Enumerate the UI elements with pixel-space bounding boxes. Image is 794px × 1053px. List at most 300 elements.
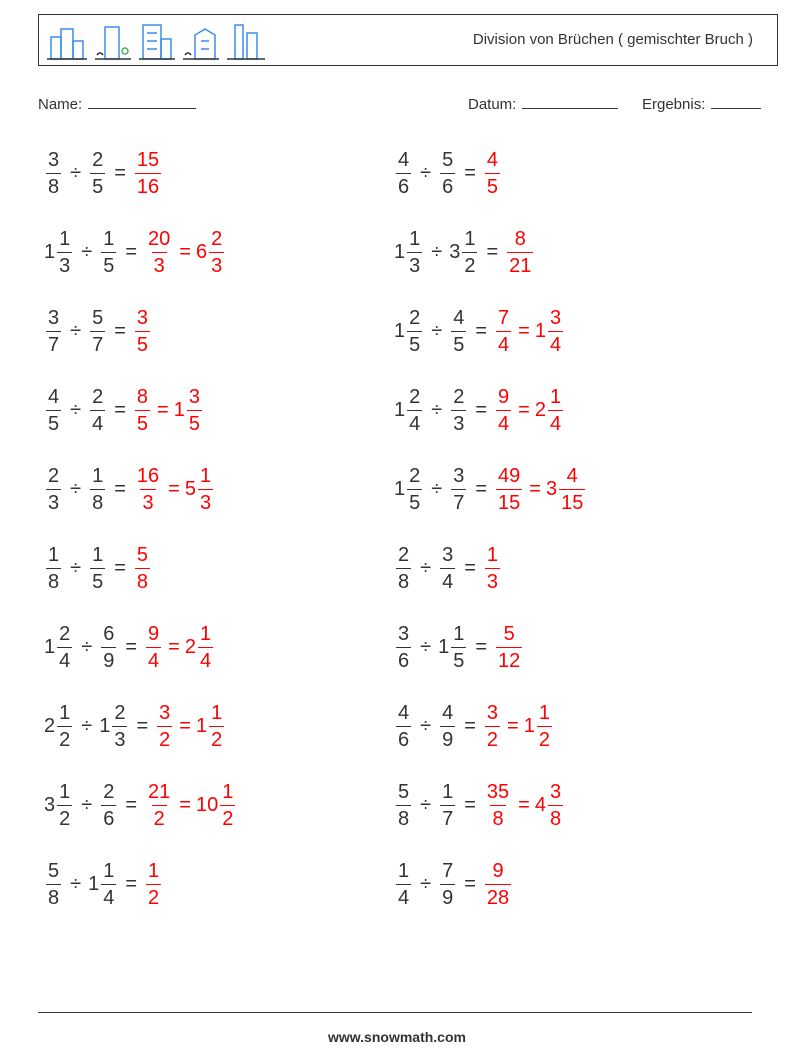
fraction — [440, 545, 455, 592]
answer — [133, 150, 163, 197]
denominator: 3 — [57, 252, 72, 276]
divisor — [438, 624, 468, 671]
answer — [144, 782, 237, 829]
denominator: 5 — [135, 410, 150, 434]
answer-fraction — [133, 545, 152, 592]
equals-sign: = — [518, 398, 530, 421]
whole-number: 1 — [534, 319, 546, 342]
divisor — [88, 387, 107, 434]
answer — [133, 466, 215, 513]
divisor — [99, 229, 118, 276]
divide-sign: ÷ — [431, 240, 443, 263]
whole-number: 1 — [394, 240, 406, 263]
equals-sign: = — [464, 872, 476, 895]
equals-sign: = — [114, 319, 126, 342]
answer-mixed-number — [196, 703, 226, 750]
whole-number: 2 — [534, 398, 546, 421]
divisor — [449, 387, 468, 434]
fraction — [548, 308, 563, 355]
numerator: 3 — [549, 306, 562, 329]
numerator: 2 — [92, 385, 104, 408]
denominator: 15 — [496, 489, 522, 513]
numerator: 1 — [103, 227, 115, 250]
fraction — [559, 466, 585, 513]
footer-url: www.snowmath.com — [328, 1029, 466, 1045]
problem-item — [394, 142, 502, 204]
problem-item — [394, 853, 513, 915]
fraction — [485, 782, 511, 829]
whole-number: 2 — [184, 635, 196, 658]
fraction — [440, 861, 455, 908]
answer-fraction — [494, 308, 513, 355]
denominator: 8 — [396, 568, 411, 592]
denominator: 15 — [559, 489, 585, 513]
answer-fraction — [144, 861, 163, 908]
numerator: 2 — [453, 385, 465, 408]
result-blank[interactable] — [711, 94, 761, 109]
numerator: 3 — [136, 306, 149, 329]
small-building-icon — [183, 29, 219, 59]
fraction — [57, 229, 72, 276]
answer-mixed-number — [185, 624, 215, 671]
denominator: 2 — [485, 726, 500, 750]
fraction — [396, 545, 411, 592]
denominator: 5 — [187, 410, 202, 434]
dividend — [44, 387, 63, 434]
date-field[interactable] — [468, 94, 618, 113]
fraction — [440, 703, 455, 750]
divide-sign: ÷ — [81, 793, 93, 816]
fraction — [209, 703, 224, 750]
fraction — [407, 466, 422, 513]
denominator: 6 — [396, 726, 411, 750]
divide-sign: ÷ — [431, 398, 443, 421]
dividend — [44, 703, 74, 750]
answer-fraction — [483, 150, 502, 197]
answer — [483, 545, 502, 592]
fraction — [135, 387, 150, 434]
denominator: 2 — [209, 726, 224, 750]
whole-number: 6 — [195, 240, 208, 263]
numerator: 4 — [566, 464, 578, 487]
denominator: 12 — [496, 647, 522, 671]
answer-fraction — [494, 466, 524, 513]
fraction — [146, 624, 161, 671]
denominator: 6 — [396, 173, 411, 197]
fraction — [101, 782, 116, 829]
numerator: 1 — [48, 543, 60, 566]
name-label: Name: — [38, 96, 83, 113]
denominator: 3 — [407, 252, 422, 276]
answer-mixed-number — [174, 387, 204, 434]
fraction — [220, 782, 235, 829]
numerator: 1 — [211, 701, 223, 724]
problem-item — [44, 379, 204, 441]
problem-item — [394, 221, 535, 283]
equals-sign: = — [125, 240, 138, 263]
building-with-tree-icon — [95, 27, 131, 59]
fraction — [57, 624, 72, 671]
numerator: 2 — [59, 622, 71, 645]
footer-divider — [38, 1012, 752, 1013]
numerator: 2 — [409, 306, 421, 329]
numerator: 6 — [103, 622, 115, 645]
whole-number: 1 — [394, 477, 406, 500]
numerator: 1 — [398, 859, 410, 882]
denominator: 4 — [407, 410, 422, 434]
denominator: 5 — [46, 410, 61, 434]
denominator: 6 — [440, 173, 455, 197]
buildings-icons — [47, 21, 277, 61]
equals-sign: = — [114, 477, 126, 500]
whole-number: 1 — [394, 319, 406, 342]
problem-item — [44, 774, 237, 836]
equals-sign: = — [529, 477, 541, 500]
problem-item — [394, 300, 565, 362]
answer-fraction — [133, 150, 163, 197]
divide-sign: ÷ — [420, 556, 432, 579]
answer-fraction — [144, 624, 163, 671]
numerator: 3 — [549, 780, 562, 803]
equals-sign: = — [464, 556, 476, 579]
result-label: Ergebnis: — [642, 96, 706, 113]
problem-item — [44, 142, 163, 204]
numerator: 21 — [148, 780, 171, 803]
answer — [505, 229, 535, 276]
numerator: 1 — [486, 543, 499, 566]
denominator: 5 — [485, 173, 500, 197]
fraction — [46, 861, 61, 908]
problem-item — [44, 537, 152, 599]
numerator: 1 — [92, 543, 104, 566]
fraction — [440, 782, 455, 829]
answer — [144, 624, 215, 671]
divisor — [438, 861, 457, 908]
divisor — [449, 308, 468, 355]
dividend — [394, 861, 413, 908]
answer-mixed-number — [196, 782, 237, 829]
answer — [494, 387, 565, 434]
fraction — [548, 387, 563, 434]
fraction — [451, 466, 466, 513]
fraction — [496, 308, 511, 355]
numerator: 5 — [398, 780, 410, 803]
dividend — [44, 545, 63, 592]
denominator: 4 — [146, 647, 161, 671]
fraction — [407, 308, 422, 355]
numerator: 3 — [48, 148, 60, 171]
denominator: 8 — [396, 805, 411, 829]
answer — [494, 466, 587, 513]
answer-fraction — [144, 229, 174, 276]
denominator: 8 — [46, 173, 61, 197]
answer-mixed-number — [546, 466, 587, 513]
whole-number: 1 — [44, 240, 56, 263]
dividend — [44, 308, 63, 355]
denominator: 21 — [507, 252, 533, 276]
fraction — [548, 782, 563, 829]
denominator: 9 — [440, 884, 455, 908]
numerator: 8 — [514, 227, 526, 250]
denominator: 3 — [46, 489, 61, 513]
fraction — [462, 229, 477, 276]
whole-number: 3 — [545, 477, 558, 500]
numerator: 1 — [92, 464, 104, 487]
numerator: 5 — [136, 543, 149, 566]
fraction — [135, 466, 161, 513]
numerator: 1 — [464, 227, 476, 250]
denominator: 7 — [451, 489, 466, 513]
dividend — [44, 229, 74, 276]
fraction — [146, 861, 161, 908]
divide-sign: ÷ — [420, 161, 432, 184]
problem-item — [394, 379, 565, 441]
answer-fraction — [494, 387, 513, 434]
fraction — [112, 703, 127, 750]
worksheet-header — [38, 14, 778, 66]
problem-item — [44, 300, 152, 362]
denominator: 2 — [157, 726, 172, 750]
dividend — [394, 466, 424, 513]
denominator: 8 — [548, 805, 563, 829]
equals-sign: = — [125, 872, 138, 895]
numerator: 16 — [136, 464, 160, 487]
answer — [483, 782, 565, 829]
fraction — [46, 150, 61, 197]
fraction — [396, 150, 411, 197]
numerator: 20 — [148, 227, 171, 250]
date-blank[interactable] — [522, 94, 618, 109]
equals-sign: = — [464, 793, 476, 816]
numerator: 3 — [48, 306, 60, 329]
divide-sign: ÷ — [420, 872, 432, 895]
fraction — [451, 308, 466, 355]
equals-sign: = — [475, 398, 488, 421]
answer-mixed-number — [535, 387, 565, 434]
problem-item — [394, 774, 565, 836]
answer-fraction — [155, 703, 174, 750]
equals-sign: = — [475, 635, 488, 658]
fraction — [90, 466, 105, 513]
fraction — [198, 466, 213, 513]
fraction — [407, 229, 422, 276]
numerator: 2 — [114, 701, 126, 724]
whole-number: 5 — [184, 477, 196, 500]
divisor — [99, 782, 118, 829]
divide-sign: ÷ — [81, 714, 93, 737]
whole-number: 2 — [44, 714, 56, 737]
skyscraper-icon — [227, 25, 265, 59]
building-icon — [47, 29, 87, 59]
denominator: 2 — [146, 884, 161, 908]
equals-sign: = — [507, 714, 519, 737]
fraction — [485, 150, 500, 197]
worksheet-title: Division von Brüchen ( gemischter Bruch ) — [472, 31, 753, 48]
numerator: 2 — [211, 227, 223, 250]
numerator: 4 — [453, 306, 465, 329]
numerator: 3 — [453, 464, 465, 487]
equals-sign: = — [179, 793, 191, 816]
denominator: 6 — [101, 805, 116, 829]
denominator: 2 — [537, 726, 552, 750]
whole-number: 1 — [195, 714, 208, 737]
answer — [483, 150, 502, 197]
name-blank[interactable] — [88, 94, 196, 109]
denominator: 8 — [490, 805, 505, 829]
denominator: 4 — [396, 884, 411, 908]
whole-number: 1 — [523, 714, 535, 737]
fraction — [90, 150, 105, 197]
problem-item — [44, 458, 215, 520]
whole-number: 1 — [438, 635, 450, 658]
answer — [483, 861, 513, 908]
numerator: 4 — [398, 148, 410, 171]
divide-sign: ÷ — [70, 161, 82, 184]
fraction — [496, 387, 511, 434]
problem-item — [44, 853, 163, 915]
numerator: 3 — [188, 385, 200, 408]
answer — [144, 861, 163, 908]
whole-number: 3 — [44, 793, 56, 816]
answer-fraction — [483, 782, 513, 829]
denominator: 7 — [46, 331, 61, 355]
denominator: 6 — [396, 647, 411, 671]
denominator: 8 — [90, 489, 105, 513]
answer-fraction — [133, 466, 163, 513]
numerator: 35 — [486, 780, 510, 803]
divide-sign: ÷ — [70, 477, 82, 500]
divisor — [88, 466, 107, 513]
fraction — [209, 229, 224, 276]
denominator: 7 — [440, 805, 455, 829]
denominator: 2 — [57, 726, 72, 750]
result-field[interactable] — [642, 94, 761, 113]
denominator: 5 — [101, 252, 116, 276]
fraction — [537, 703, 552, 750]
fraction — [146, 229, 172, 276]
denominator: 4 — [548, 410, 563, 434]
fraction — [101, 861, 116, 908]
numerator: 1 — [199, 464, 212, 487]
fraction — [507, 229, 533, 276]
answer-fraction — [505, 229, 535, 276]
divide-sign: ÷ — [70, 556, 82, 579]
denominator: 9 — [440, 726, 455, 750]
divisor — [449, 466, 468, 513]
numerator: 1 — [442, 780, 454, 803]
fraction — [90, 545, 105, 592]
numerator: 1 — [59, 701, 71, 724]
numerator: 7 — [498, 306, 510, 329]
denominator: 3 — [451, 410, 466, 434]
fraction — [46, 387, 61, 434]
numerator: 1 — [59, 227, 71, 250]
fraction — [485, 703, 500, 750]
denominator: 4 — [101, 884, 116, 908]
numerator: 9 — [498, 385, 510, 408]
numerator: 2 — [103, 780, 115, 803]
numerator: 2 — [409, 385, 421, 408]
denominator: 2 — [57, 805, 72, 829]
fraction — [57, 782, 72, 829]
dividend — [394, 545, 413, 592]
denominator: 28 — [485, 884, 511, 908]
denominator: 2 — [462, 252, 477, 276]
equals-sign: = — [114, 161, 126, 184]
fraction — [90, 308, 105, 355]
numerator: 3 — [398, 622, 410, 645]
answer — [133, 545, 152, 592]
answer — [155, 703, 226, 750]
dividend — [394, 624, 413, 671]
equals-sign: = — [136, 714, 149, 737]
fraction — [135, 150, 161, 197]
fraction — [46, 466, 61, 513]
denominator: 9 — [101, 647, 116, 671]
divide-sign: ÷ — [70, 872, 82, 895]
answer-mixed-number — [535, 782, 565, 829]
numerator: 1 — [453, 622, 465, 645]
answer — [494, 624, 524, 671]
equals-sign: = — [125, 793, 138, 816]
equals-sign: = — [125, 635, 138, 658]
numerator: 2 — [409, 464, 421, 487]
equals-sign: = — [464, 714, 476, 737]
denominator: 4 — [90, 410, 105, 434]
answer-fraction — [494, 624, 524, 671]
divisor — [88, 308, 107, 355]
equals-sign: = — [486, 240, 499, 263]
dividend — [394, 229, 424, 276]
answer-fraction — [483, 703, 502, 750]
answer-fraction — [483, 861, 513, 908]
numerator: 3 — [486, 701, 499, 724]
divide-sign: ÷ — [431, 319, 443, 342]
numerator: 3 — [442, 543, 454, 566]
divisor — [88, 861, 118, 908]
name-field[interactable] — [38, 94, 196, 113]
divisor — [438, 545, 457, 592]
denominator: 5 — [451, 647, 466, 671]
numerator: 5 — [48, 859, 60, 882]
fraction — [146, 782, 172, 829]
whole-number: 3 — [449, 240, 461, 263]
dividend — [394, 703, 413, 750]
divisor — [88, 545, 107, 592]
numerator: 1 — [538, 701, 550, 724]
fraction — [57, 703, 72, 750]
dividend — [394, 387, 424, 434]
dividend — [44, 782, 74, 829]
problem-item — [394, 695, 554, 757]
equals-sign: = — [179, 714, 191, 737]
denominator: 3 — [140, 489, 155, 513]
problem-item — [394, 537, 502, 599]
numerator: 2 — [398, 543, 410, 566]
numerator: 1 — [103, 859, 115, 882]
divide-sign: ÷ — [420, 793, 432, 816]
numerator: 4 — [398, 701, 410, 724]
fraction — [396, 782, 411, 829]
problem-item — [394, 458, 587, 520]
numerator: 4 — [48, 385, 60, 408]
divide-sign: ÷ — [431, 477, 443, 500]
divide-sign: ÷ — [81, 635, 93, 658]
divide-sign: ÷ — [70, 319, 82, 342]
fraction — [440, 150, 455, 197]
numerator: 1 — [549, 385, 562, 408]
numerator: 2 — [92, 148, 104, 171]
